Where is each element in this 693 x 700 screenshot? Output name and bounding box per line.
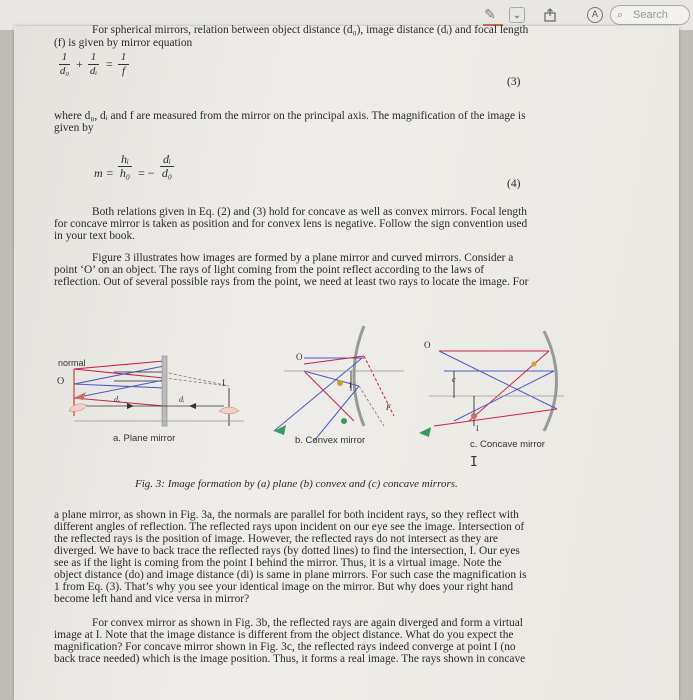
intro-line-1: For spherical mirrors, relation between object distance (d₀), image distance (dᵢ) and focal length	[92, 24, 529, 36]
search-icon: ⌕	[617, 9, 624, 21]
both-line-2: for concave mirror is taken as position and for convex lens is negative. Follow the sign convention used	[54, 218, 528, 230]
convex-mirror-diagram	[274, 326, 404, 441]
concave-mirror-diagram	[419, 331, 564, 437]
fig3-line-3: reflection. Out of several possible rays from the point, we need at least two rays to locate the image. For	[54, 276, 529, 288]
document-page: For spherical mirrors, relation between object distance (d₀), image distance (dᵢ) and focal length (f) is given by mirror equation 1 d₀ + 1 dᵢ = 1 f (3) where d₀, dᵢ and f are measured from the mirror on the principal axis. The magnification of the image is given by m = hᵢ h₀ = − dᵢ d₀ (4) Both relations given in Eq. (2) and (3) hold for concave as well as convex mirrors. Focal length for concave mirror is taken as position and for convex lens is negative. Follow the sign convention used in your text book. Figure 3 illustrates how images are formed by a plane mirror and curved mirrors. Consider a point ‘O’ on an object. The rays of light coming from the point reflect according to the laws of reflection. Out of several possible rays from the point, we need at least two rays to locate the image. For normal O dₒ dᵢ I O I F O I c a. Plane mirror b. Convex mirror c. Concave mirror I Fig. 3: Image formation by (a) plane (b) convex and (c) concave mirrors. a plane mirror, as shown in Fig. 3a, the normals are parallel for both incident rays, so they reflect with different angles of reflection. The reflected rays upon incident on our eye see the image. Intersection of the reflected rays is the position of image. However, the reflected rays do not intersect as they are diverged. We have to back trace the reflected rays (by dotted lines) to find the intersection, I. Our eyes see as if the light is coming from the point I behind the mirror. Thus, it is a virtual image. Note the object distance (do) and image distance (di) is same in plane mirrors. For such case the magnification is 1 from Eq. (3). That’s why you see your identical image on the mirror. But why does your right hand become left hand and vice versa in mirror? For convex mirror as shown in Fig. 3b, the reflected rays are again diverged and form a virtual image at I. Note that the image distance is different from the object distance. What do you expect the magnification? For concave mirror shown in Fig. 3c, the reflected rays indeed converge at point I (no back trace needed) which is the image position. Thus, it forms a real image. The rays shown in concave	[14, 26, 679, 700]
svg-text:I: I	[476, 424, 479, 433]
svg-text:I: I	[222, 378, 225, 388]
share-icon[interactable]	[542, 7, 558, 23]
svg-text:dᵢ: dᵢ	[179, 395, 185, 404]
svg-text:F: F	[386, 403, 391, 412]
label-plane-mirror: a. Plane mirror	[113, 433, 176, 444]
text-cursor-icon: I	[470, 455, 478, 470]
where-line-2: given by	[54, 122, 94, 134]
fig3-line-1: Figure 3 illustrates how images are formed by a plane mirror and curved mirrors. Consider a	[92, 252, 514, 264]
where-line-1: where d₀, dᵢ and f are measured from the mirror on the principal axis. The magnification of the image is	[54, 110, 526, 122]
both-line-3: in your text book.	[54, 230, 135, 242]
label-convex-mirror: b. Convex mirror	[295, 435, 366, 446]
figure-caption: Fig. 3: Image formation by (a) plane (b) convex and (c) concave mirrors.	[135, 478, 458, 490]
svg-text:O: O	[296, 352, 303, 362]
svg-text:I: I	[349, 381, 352, 390]
fig3-line-2: point ‘O’ on an object. The rays of light coming from the point reflect according to the laws of	[54, 264, 485, 276]
both-line-1: Both relations given in Eq. (2) and (3) hold for concave as well as convex mirrors. Focal length	[92, 206, 527, 218]
intro-line-2: (f) is given by mirror equation	[54, 37, 193, 49]
pen-icon[interactable]: ✎	[484, 7, 496, 23]
svg-text:dₒ: dₒ	[114, 395, 121, 404]
svg-text:O: O	[57, 376, 65, 387]
plane-mirror-diagram	[69, 356, 244, 426]
equation-number-3: (3)	[507, 76, 521, 88]
svg-text:O: O	[424, 340, 431, 350]
equation-number-4: (4)	[507, 178, 521, 190]
user-icon[interactable]: A	[587, 7, 603, 23]
svg-text:normal: normal	[58, 358, 86, 368]
chevron-down-icon[interactable]: ⌄	[509, 7, 525, 23]
svg-text:c: c	[452, 375, 456, 384]
search-input[interactable]: ⌕ Search	[610, 5, 690, 25]
label-concave-mirror: c. Concave mirror	[470, 439, 545, 450]
